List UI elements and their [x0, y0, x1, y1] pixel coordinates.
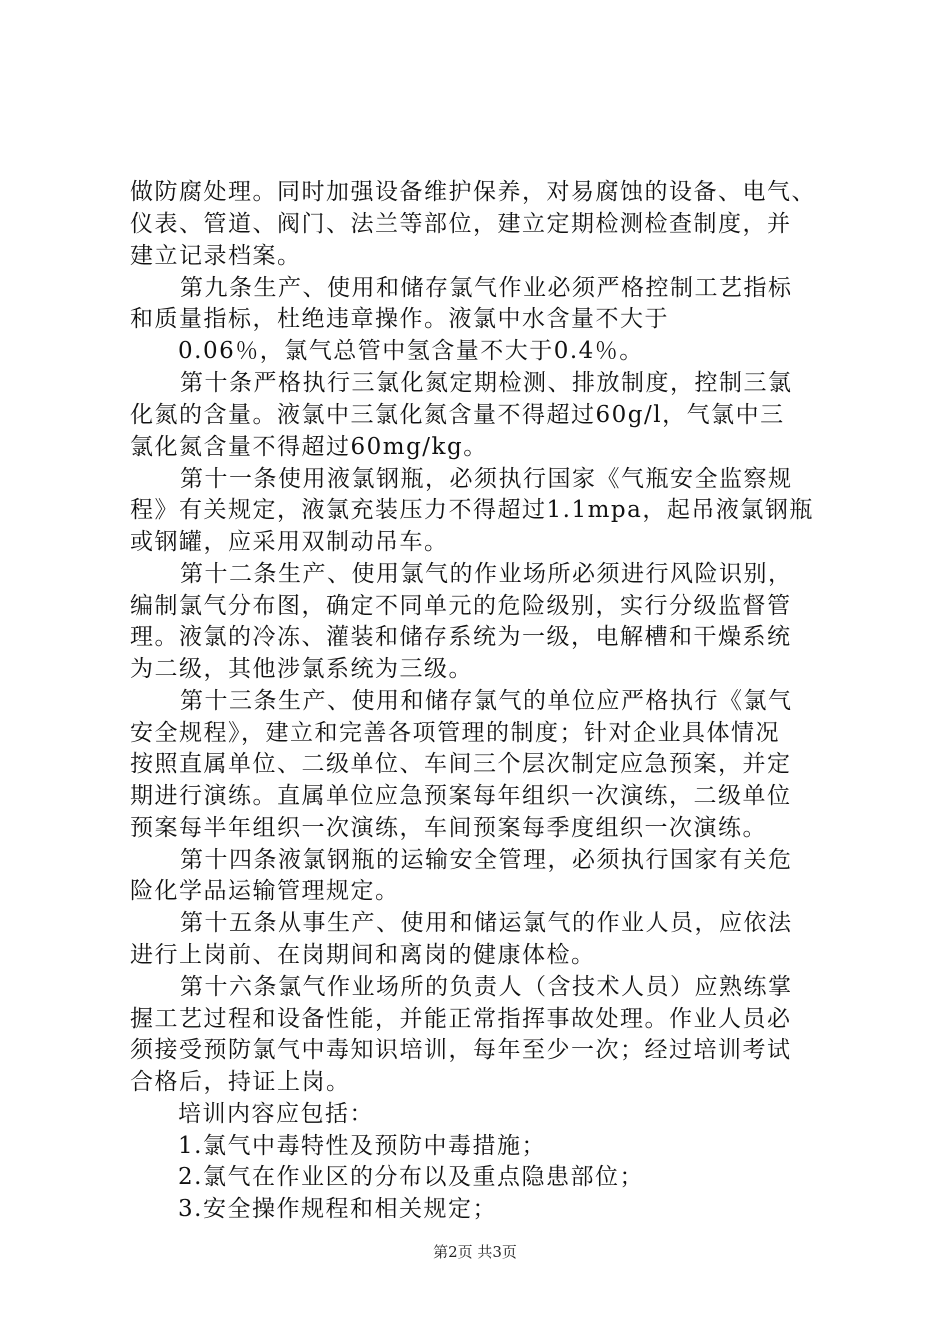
text-line: 第十一条使用液氯钢瓶，必须执行国家《气瓶安全监察规: [180, 466, 793, 492]
text-line: 3.安全操作规程和相关规定；: [178, 1196, 497, 1222]
text-line: 第十三条生产、使用和储存氯气的单位应严格执行《氯气: [180, 688, 793, 714]
text-line: 握工艺过程和设备性能，并能正常指挥事故处理。作业人员必: [130, 1006, 792, 1032]
text-line: 程》有关规定，液氯充装压力不得超过1.1mpa，起吊液氯钢瓶: [130, 497, 814, 523]
text-line: 安全规程》，建立和完善各项管理的制度；针对企业具体情况: [130, 720, 780, 746]
text-line: 第九条生产、使用和储存氯气作业必须严格控制工艺指标: [180, 275, 793, 301]
text-line: 培训内容应包括：: [178, 1101, 374, 1127]
text-line: 须接受预防氯气中毒知识培训，每年至少一次；经过培训考试: [130, 1037, 792, 1063]
text-line: 或钢罐，应采用双制动吊车。: [130, 529, 449, 555]
text-line: 1.氯气中毒特性及预防中毒措施；: [178, 1133, 546, 1159]
text-line: 仪表、管道、阀门、法兰等部位，建立定期检测检查制度，并: [130, 211, 792, 237]
text-line: 理。液氯的冷冻、灌装和储存系统为一级，电解槽和干燥系统: [130, 624, 792, 650]
text-line: 进行上岗前、在岗期间和离岗的健康体检。: [130, 942, 596, 968]
text-line: 做防腐处理。同时加强设备维护保养，对易腐蚀的设备、电气、: [130, 179, 816, 205]
text-line: 险化学品运输管理规定。: [130, 878, 400, 904]
text-line: 期进行演练。直属单位应急预案每年组织一次演练，二级单位: [130, 783, 792, 809]
text-line: 合格后，持证上岗。: [130, 1069, 351, 1095]
text-line: 化氮的含量。液氯中三氯化氮含量不得超过60g/l，气氯中三: [130, 402, 785, 428]
text-line: 第十二条生产、使用氯气的作业场所必须进行风险识别，: [180, 561, 793, 587]
text-line: 和质量指标，杜绝违章操作。液氯中水含量不大于: [130, 306, 669, 332]
text-line: 第十五条从事生产、使用和储运氯气的作业人员，应依法: [180, 910, 793, 936]
text-line: 按照直属单位、二级单位、车间三个层次制定应急预案，并定: [130, 751, 792, 777]
page-footer: 第2页 共3页: [433, 1243, 517, 1261]
text-line: 第十四条液氯钢瓶的运输安全管理，必须执行国家有关危: [180, 847, 793, 873]
text-line: 建立记录档案。: [130, 243, 302, 269]
text-line: 第十条严格执行三氯化氮定期检测、排放制度，控制三氯: [180, 370, 793, 396]
text-line: 为二级，其他涉氯系统为三级。: [130, 656, 473, 682]
text-line: 0.06％，氯气总管中氢含量不大于0.4％。: [178, 338, 644, 364]
text-line: 编制氯气分布图，确定不同单元的危险级别，实行分级监督管: [130, 593, 792, 619]
text-line: 预案每半年组织一次演练，车间预案每季度组织一次演练。: [130, 815, 767, 841]
text-line: 氯化氮含量不得超过60mg/kg。: [130, 434, 488, 460]
text-line: 第十六条氯气作业场所的负责人（含技术人员）应熟练掌: [180, 974, 793, 1000]
text-line: 2.氯气在作业区的分布以及重点隐患部位；: [178, 1164, 644, 1190]
